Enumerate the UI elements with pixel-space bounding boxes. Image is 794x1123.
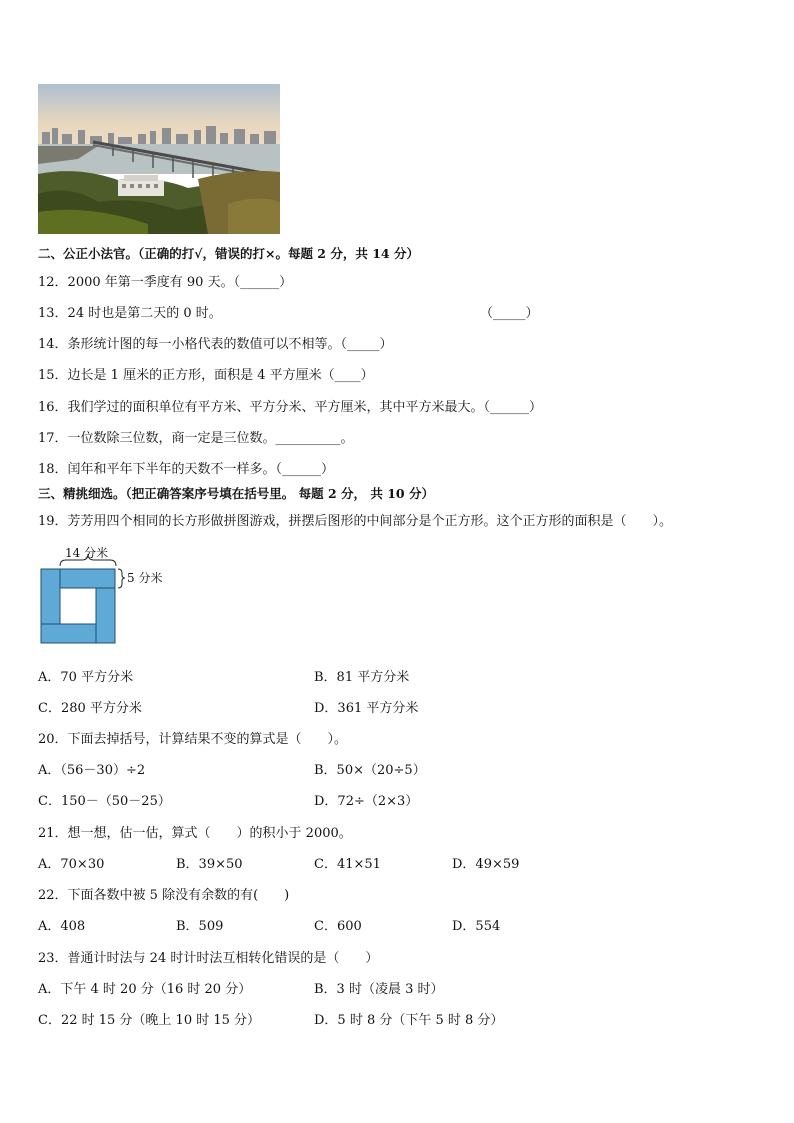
q20-option-c: C．150－（50－25） bbox=[38, 794, 171, 809]
question-23-stem: 23．普通计时法与 24 时计时法互相转化错误的是（ ） bbox=[38, 951, 379, 966]
label-14dm: 14 分米 bbox=[65, 546, 109, 560]
q19-option-c: C．280 平方分米 bbox=[38, 701, 142, 716]
question-22-stem: 22．下面各数中被 5 除没有余数的有( ) bbox=[38, 888, 290, 903]
side-brace bbox=[118, 569, 125, 588]
rectangle-puzzle-svg bbox=[38, 544, 168, 646]
section-3-title: 三、精挑细选。（把正确答案序号填在括号里。 每题 2 分， 共 10 分） bbox=[38, 486, 434, 501]
question-18: 18．闰年和平年下半年的天数不一样多。（______） bbox=[38, 462, 335, 477]
q21-option-b: B．39×50 bbox=[176, 857, 243, 872]
q20-option-d: D．72÷（2×3） bbox=[314, 794, 419, 809]
q21-option-c: C．41×51 bbox=[314, 857, 381, 872]
question-16: 16．我们学过的面积单位有平方米、平方分米、平方厘米，其中平方米最大。（______） bbox=[38, 400, 543, 415]
question-13: 13．24 时也是第二天的 0 时。 bbox=[38, 306, 222, 321]
rectangle-puzzle-figure bbox=[38, 544, 168, 646]
q23-option-c: C．22 时 15 分（晚上 10 时 15 分） bbox=[38, 1013, 261, 1028]
q22-option-c: C．600 bbox=[314, 919, 362, 934]
q22-option-d: D．554 bbox=[452, 919, 501, 934]
q23-option-b: B．3 时（凌晨 3 时） bbox=[314, 982, 444, 997]
q19-option-d: D．361 平方分米 bbox=[314, 701, 419, 716]
question-13-answer-blank: （_____） bbox=[480, 306, 539, 321]
question-21-stem: 21．想一想，估一估，算式（ ）的积小于 2000。 bbox=[38, 826, 352, 841]
q22-option-a: A．408 bbox=[38, 919, 86, 934]
question-12: 12．2000 年第一季度有 90 天。（______） bbox=[38, 275, 293, 290]
question-14: 14．条形统计图的每一小格代表的数值可以不相等。（_____） bbox=[38, 337, 393, 352]
q23-option-d: D．5 时 8 分（下午 5 时 8 分） bbox=[314, 1013, 504, 1028]
q21-option-d: D．49×59 bbox=[452, 857, 520, 872]
q19-option-b: B．81 平方分米 bbox=[314, 670, 410, 685]
question-19-stem: 19．芳芳用四个相同的长方形做拼图游戏，拼摆后图形的中间部分是个正方形。这个正方形的面积是（ ）。 bbox=[38, 514, 673, 529]
q20-option-a: A．（56－30）÷2 bbox=[38, 763, 146, 778]
bridge-photo-graphic bbox=[38, 84, 280, 234]
q20-option-b: B．50×（20÷5） bbox=[314, 763, 426, 778]
section-2-title: 二、公正小法官。（正确的打√，错误的打×。每题 2 分，共 14 分） bbox=[38, 246, 419, 261]
label-5dm: 5 分米 bbox=[127, 571, 163, 585]
question-17: 17．一位数除三位数，商一定是三位数。__________。 bbox=[38, 431, 354, 446]
q23-option-a: A．下午 4 时 20 分（16 时 20 分） bbox=[38, 982, 252, 997]
q22-option-b: B．509 bbox=[176, 919, 224, 934]
inner-square bbox=[60, 588, 96, 624]
q19-option-a: A．70 平方分米 bbox=[38, 670, 134, 685]
question-15: 15．边长是 1 厘米的正方形，面积是 4 平方厘米（____） bbox=[38, 368, 374, 383]
q21-option-a: A．70×30 bbox=[38, 857, 105, 872]
question-20-stem: 20．下面去掉括号，计算结果不变的算式是（ ）。 bbox=[38, 732, 348, 747]
bridge-photo bbox=[38, 84, 280, 234]
